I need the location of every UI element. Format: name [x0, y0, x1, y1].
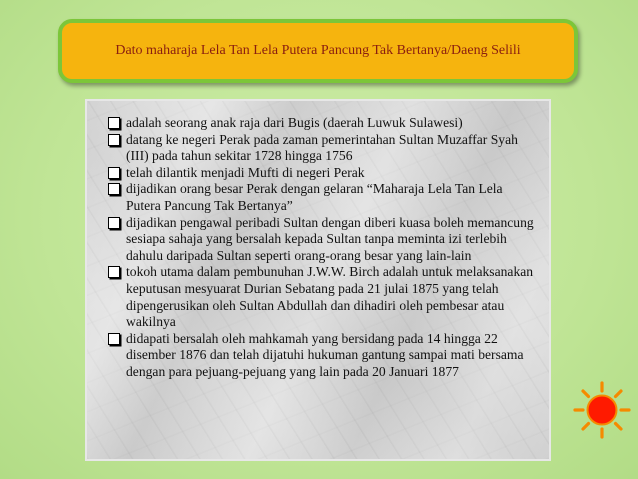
bullet-item	[108, 331, 538, 381]
bullet-list	[108, 115, 538, 381]
checkbox-square-icon	[108, 117, 120, 129]
bullet-text: didapati bersalah oleh mahkamah yang bersidang pada 14 hingga 22 disember 1876 dan telah dijatuhi hukuman gantung sampai mati bersama dengan para pejuang-pejuang yang lain pada 20 Januari 1877	[126, 330, 524, 379]
bullet-item	[108, 264, 538, 330]
bullet-item	[108, 115, 538, 132]
slide-title: Dato maharaja Lela Tan Lela Putera Pancung Tak Bertanya/Daeng Selili	[115, 43, 521, 58]
checkbox-square-icon	[108, 167, 120, 179]
bullet-item	[108, 132, 538, 165]
bullet-text: dijadikan pengawal peribadi Sultan dengan diberi kuasa boleh memancung sesiapa sahaja yang bersalah kepada Sultan tanpa meminta izi terlebih dahulu daripada Sultan seperti orang-orang besar yang lain-lain	[126, 214, 534, 263]
checkbox-square-icon	[108, 333, 120, 345]
checkbox-square-icon	[108, 266, 120, 278]
bullet-text: datang ke negeri Perak pada zaman pemerintahan Sultan Muzaffar Syah (III) pada tahun sekitar 1728 hingga 1756	[126, 131, 518, 164]
sun-icon	[572, 380, 632, 440]
checkbox-square-icon	[108, 134, 120, 146]
bullet-item	[108, 181, 538, 214]
checkbox-square-icon	[108, 183, 120, 195]
bullet-text: telah dilantik menjadi Mufti di negeri Perak	[126, 164, 365, 180]
bullet-text: tokoh utama dalam pembunuhan J.W.W. Birch adalah untuk melaksanakan keputusan mesyuarat Durian Sebatang pada 21 julai 1875 yang telah dipengerusikan oleh Sultan Abdullah dan dihadiri oleh pembesar atau wakilnya	[126, 264, 534, 330]
bullet-item	[108, 165, 538, 182]
bullet-text: adalah seorang anak raja dari Bugis (daerah Luwuk Sulawesi)	[126, 115, 463, 130]
bullet-item	[108, 215, 538, 265]
title-box	[58, 19, 578, 83]
bullet-text: dijadikan orang besar Perak dengan gelaran “Maharaja Lela Tan Lela Putera Pancung Tak Bertanya”	[126, 181, 503, 213]
checkbox-square-icon	[108, 217, 120, 229]
